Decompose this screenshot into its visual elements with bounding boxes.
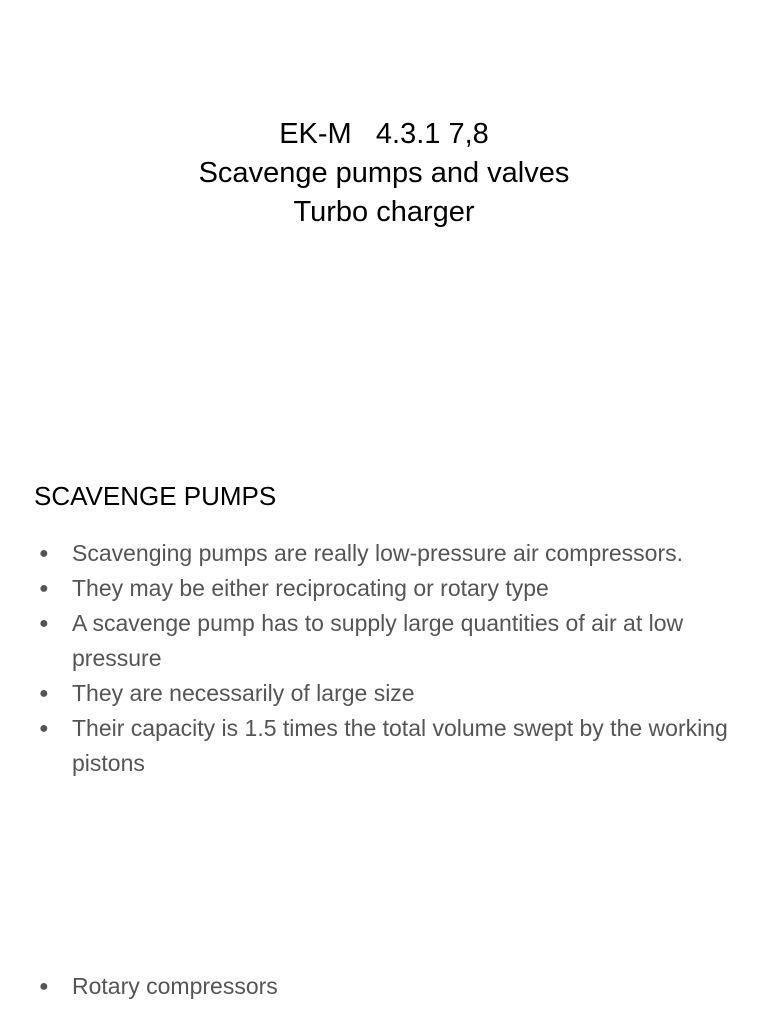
bullet-icon: ● xyxy=(39,978,49,995)
section-heading: SCAVENGE PUMPS xyxy=(34,481,277,511)
document-title xyxy=(0,115,768,232)
bullet-icon: ● xyxy=(39,580,49,597)
list-item xyxy=(34,711,734,781)
list-item xyxy=(34,969,734,1004)
list-item-text: They may be either reciprocating or rotary type xyxy=(72,575,549,601)
footer-bullet-list xyxy=(34,969,734,1004)
bullet-icon: ● xyxy=(39,545,49,562)
list-item xyxy=(34,571,734,606)
title-line-subtopic: Turbo charger xyxy=(293,196,475,228)
list-item-text: Their capacity is 1.5 times the total volume swept by the working pistons xyxy=(72,715,728,776)
list-item xyxy=(34,676,734,711)
bullet-icon: ● xyxy=(39,615,49,632)
title-line-code: EK-M 4.3.1 7,8 xyxy=(279,118,489,150)
title-line-subject: Scavenge pumps and valves xyxy=(198,157,570,189)
list-item xyxy=(34,606,734,676)
list-item-text: They are necessarily of large size xyxy=(72,680,415,706)
bullet-list xyxy=(34,536,734,781)
list-item xyxy=(34,536,734,571)
list-item-text: Scavenging pumps are really low-pressure air compressors. xyxy=(72,540,684,566)
list-item-text: A scavenge pump has to supply large quantities of air at low pressure xyxy=(72,610,684,671)
bullet-icon: ● xyxy=(39,685,49,702)
list-item-text: Rotary compressors xyxy=(72,973,278,999)
bullet-icon: ● xyxy=(39,720,49,737)
